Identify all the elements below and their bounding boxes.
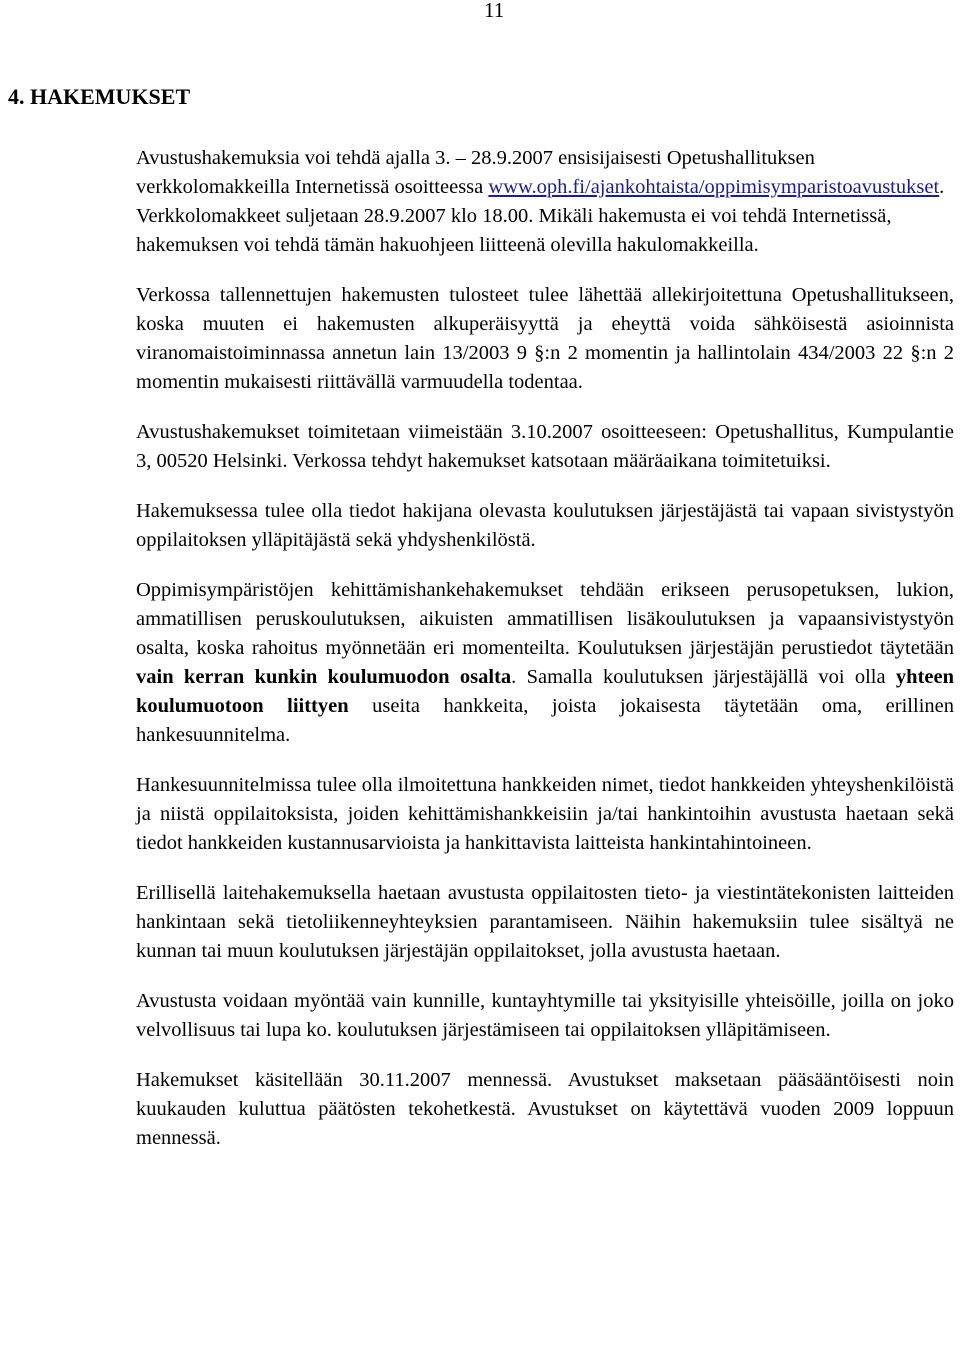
- paragraph-eligibility: Avustusta voidaan myöntää vain kunnille, kuntayhtymille tai yksityisille yhteisöille, joilla on joko velvollisuus tai lupa ko. koulutuksen järjestämiseen tai oppilaitoksen ylläpitämiseen.: [136, 990, 954, 1041]
- application-link[interactable]: www.oph.fi/ajankohtaista/oppimisymparistoavustukset: [488, 176, 940, 198]
- paragraph-project-applications: [136, 576, 954, 750]
- paragraph-project-plans: Hankesuunnitelmissa tulee olla ilmoitettuna hankkeiden nimet, tiedot hankkeiden yhteyshenkilöistä ja niistä oppilaitoksista, joiden kehittämishankkeisiin ja/tai hankintoihin avustusta haetaan sekä tiedot hankkeiden kustannusarvioista ja hankittavista laitteista hankintahintoineen.: [136, 774, 954, 854]
- page-number: 11: [484, 0, 505, 22]
- emphasis-text: vain kerran kunkin koulumuodon osalta: [136, 666, 512, 688]
- paragraph-text: . Samalla koulutuksen järjestäjällä voi olla: [511, 666, 896, 688]
- paragraph-equipment-application: Erillisellä laitehakemuksella haetaan avustusta oppilaitosten tieto- ja viestintätekonisten laitteiden hankintaan sekä tietoliikenneyhteyksien parantamiseen. Näihin hakemuksiin tulee sisältyä ne kunnan tai muun koulutuksen järjestäjän oppilaitokset, jolla avustusta haetaan.: [136, 882, 954, 962]
- paragraph-processing: Hakemukset käsitellään 30.11.2007 mennessä. Avustukset maksetaan pääsääntöisesti noin kuukauden kuluttua päätösten tekohetkestä. Avustukset on käytettävä vuoden 2009 loppuun mennessä.: [136, 1069, 954, 1149]
- paragraph-applicant-info: Hakemuksessa tulee olla tiedot hakijana olevasta koulutuksen järjestäjästä tai vapaan sivistystyön oppilaitoksen ylläpitäjästä sekä yhdyshenkilöstä.: [136, 500, 954, 551]
- paragraph-application-period: [136, 144, 954, 260]
- paragraph-text: . Verkkolomakkeet suljetaan 28.9.2007 klo 18.00. Mikäli hakemusta ei voi tehdä Internetissä, hakemuksen voi tehdä tämän hakuohjeen liitteenä olevilla hakulomakkeilla.: [136, 176, 945, 256]
- paragraph-text: Oppimisympäristöjen kehittämishankehakemukset tehdään erikseen perusopetuksen, lukion, ammatillisen peruskoulutuksen, aikuisten ammatillisen lisäkoulutuksen ja vapaansivistystyön osalta, koska rahoitus myönnetään eri momenteilta. Koulutuksen järjestäjän perustiedot täytetään: [136, 579, 954, 659]
- section-heading: 4. HAKEMUKSET: [8, 84, 191, 109]
- paragraph-text: Avustushakemuksia voi tehdä ajalla 3. – 28.9.2007 ensisijaisesti Opetushallituksen verkkolomakkeilla Internetissä osoitteessa: [136, 147, 815, 198]
- paragraph-text: useita hankkeita, joista jokaisesta täytetään oma, erillinen hankesuunnitelma.: [136, 695, 954, 746]
- paragraph-printouts: Verkossa tallennettujen hakemusten tulosteet tulee lähettää allekirjoitettuna Opetushallitukseen, koska muuten ei hakemusten alkuperäisyyttä ja eheyttä voida sähköisestä asioinnista viranomaistoiminnassa annetun lain 13/2003 9 §:n 2 momentin ja hallintolain 434/2003 22 §:n 2 momentin mukaisesti riittävällä varmuudella todentaa.: [136, 284, 954, 393]
- document-body: [136, 144, 954, 1174]
- paragraph-deadline: Avustushakemukset toimitetaan viimeistään 3.10.2007 osoitteeseen: Opetushallitus, Kumpulantie 3, 00520 Helsinki. Verkossa tehdyt hakemukset katsotaan määräaikana toimitetuiksi.: [136, 421, 954, 472]
- emphasis-text: yhteen koulumuotoon liittyen: [136, 666, 954, 717]
